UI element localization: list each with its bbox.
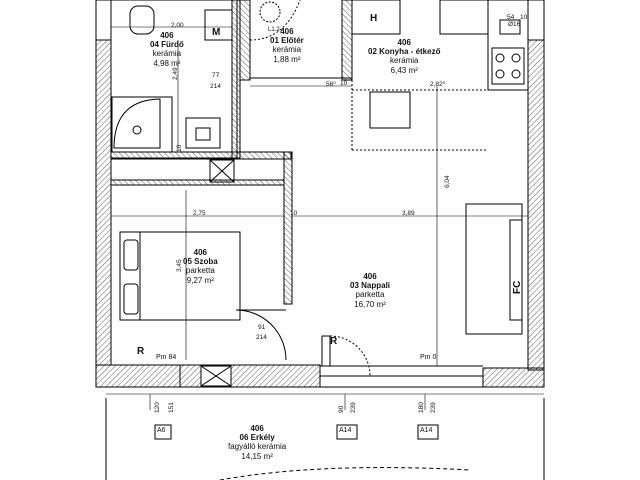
room-label-furdo: 406 04 Fürdő kerámia 4,98 m² [150, 31, 184, 68]
outer-walls [96, 40, 544, 387]
level-pm84: Pm 84 [156, 354, 177, 361]
dim-214a: 214 [210, 83, 221, 90]
dim-275: 2,75 [193, 210, 206, 217]
axis-tag-a14-2: A14 [420, 427, 433, 434]
dim-10-top: 10 [520, 14, 528, 21]
dim-10c: 10 [290, 210, 298, 217]
dim-56: 56⁰ [326, 81, 336, 88]
dim-389: 3,89 [402, 210, 415, 217]
label-l12: L1.2 [268, 27, 280, 33]
riser-r1: R [137, 346, 145, 357]
dim-282: 2,82⁰ [430, 81, 446, 88]
dim-10a: 10 [176, 144, 183, 152]
fixture-m: M [212, 27, 221, 38]
axis-tag-a14-1: A14 [339, 427, 352, 434]
dim-bottom-120: 120 [154, 402, 161, 413]
dim-604: 6,04 [444, 175, 451, 188]
bathroom-walls [111, 0, 291, 159]
room-label-szoba: 406 05 Szoba parketta 9,27 m² [183, 248, 218, 285]
dim-10b: 10 [340, 80, 348, 87]
axis-tag-a6: A6 [157, 427, 166, 434]
room-label-nappali: 406 03 Nappali parketta 16,70 m² [350, 272, 391, 309]
dim-345: 3,45 [176, 259, 183, 272]
fixture-h: H [370, 13, 378, 24]
level-pm0: Pm 0 [420, 354, 437, 361]
fixture-fc: FC [512, 280, 523, 294]
dim-bottom-151: 151 [168, 402, 175, 413]
dim-91: 91 [258, 324, 266, 331]
dim-200: 2,00 [171, 22, 184, 29]
dim-d16: Ø16 [508, 21, 521, 28]
dim-bottom-239b: 239 [430, 402, 437, 413]
room-label-erkely: 406 06 Erkély fagyálló kerámia 14,15 m² [228, 424, 287, 461]
dim-bottom-239: 239 [350, 402, 357, 413]
dim-249: 2,49 [172, 67, 179, 80]
riser-r2: R [330, 336, 338, 347]
dim-bottom-90: 90 [338, 405, 345, 413]
dim-bottom-180: 180 [418, 402, 425, 413]
kitchen-units [352, 0, 528, 150]
dim-214b: 214 [256, 334, 267, 341]
dim-54: 54 [507, 14, 515, 21]
dim-77: 77 [212, 72, 220, 79]
dimension-lines [106, 27, 544, 410]
room-label-eloter: 406 01 Előtér kerámia 1,88 m² [270, 27, 304, 64]
room-label-konyha: 406 02 Konyha - étkező kerámia 6,43 m² [368, 38, 441, 75]
